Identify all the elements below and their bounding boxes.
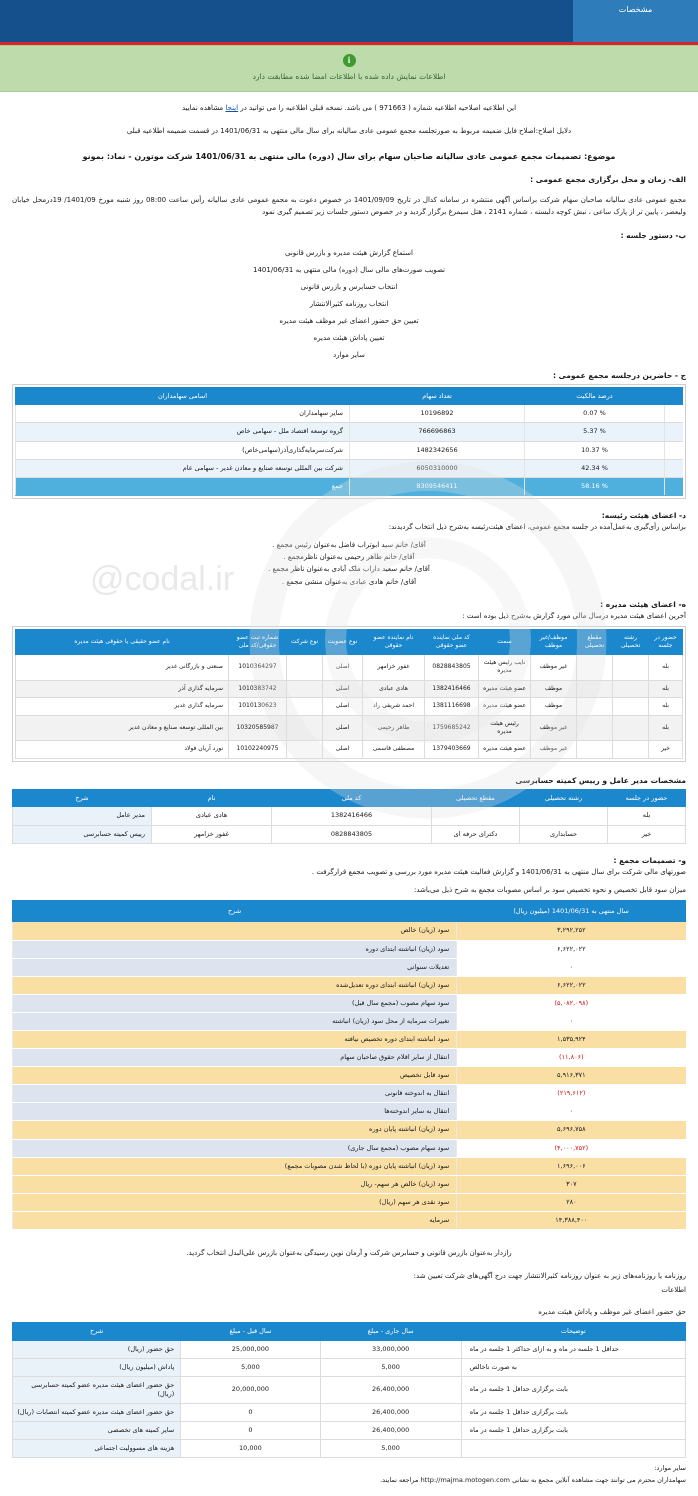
table-row	[13, 994, 686, 1012]
cell-company-type	[287, 654, 323, 680]
presiding-member: آقای/ خانم طاهر رحیمی به‌عنوان ناظرمجمع .	[283, 553, 415, 562]
table-row	[16, 459, 683, 477]
cell-amount: ۶,۶۲۲,۰۲۲	[457, 976, 686, 994]
cell-membership: اصلی	[323, 741, 363, 758]
col-blank	[665, 387, 683, 405]
cell-attendance: بله	[649, 715, 683, 741]
cell-attendance: بله	[649, 654, 683, 680]
table-row	[13, 1175, 686, 1193]
cell-description: هزینه های مسوولیت اجتماعی	[13, 1440, 181, 1458]
cell-description: سود (زیان) انباشته پایان دوره	[13, 1121, 457, 1139]
col-company-type: نوع شرکت	[287, 629, 323, 654]
table-row	[13, 1422, 686, 1440]
table-row	[13, 1067, 686, 1085]
table-row	[13, 1031, 686, 1049]
cell-employment: غیر موظف	[531, 715, 577, 741]
table-row	[13, 1440, 686, 1458]
other-matters-title: سایر موارد:	[654, 1464, 686, 1473]
cell-amount: ۱,۵۳۵,۹۲۴	[457, 1031, 686, 1049]
cell-field	[613, 680, 649, 697]
cell-field	[613, 715, 649, 741]
cell-employment: غیر موظف	[531, 654, 577, 680]
cell-degree: دکترای حرفه ای	[432, 825, 520, 843]
board-table-frame	[12, 626, 686, 762]
cell-name: شرکت‌سرمایه‌گذاری‌آذر(سهامی‌خاص)	[16, 441, 350, 459]
table-row	[13, 1139, 686, 1157]
cell-amount: (۴,۰۰۰,۷۵۲)	[457, 1139, 686, 1157]
cell-amount: ۵,۹۱۶,۳۷۱	[457, 1067, 686, 1085]
cell-company-type	[287, 715, 323, 741]
cell-rep-name: طاهر رحیمی	[363, 715, 425, 741]
cell-role: رییس کمیته حسابرسی	[13, 825, 152, 843]
col-notes: توضیحات	[461, 1322, 685, 1340]
cell-description: انتقال به سایر اندوخته‌ها	[13, 1103, 457, 1121]
other-text-before: سهامداران محترم می توانند جهت مشاهده آنلاین مجمع به نشانی	[512, 1476, 686, 1485]
col-attendance: حضور در جلسه	[649, 629, 683, 654]
cell-blank	[665, 441, 683, 459]
cell-percent: % 10.37	[525, 441, 665, 459]
cell-note: بابت برگزاری حداقل 1 جلسه در ماه	[461, 1376, 685, 1403]
cell-description: سایر کمیته های تخصصی	[13, 1422, 181, 1440]
cell-note: بابت برگزاری حداقل 1 جلسه در ماه	[461, 1404, 685, 1422]
cell-company-type	[287, 741, 323, 758]
cell-current: 26,400,000	[320, 1376, 461, 1403]
app-header	[0, 0, 698, 42]
remuneration-title: حق حضور اعضای غیر موظف و پاداش هیئت مدیره	[538, 1307, 686, 1316]
cell-name: هادی عبادی	[152, 807, 272, 825]
cell-amount: ۶,۶۲۲,۰۲۲	[457, 940, 686, 958]
cell-description: حق حضور اعضای هیئت مدیره عضو کمیته انتصابات (ریال)	[13, 1404, 181, 1422]
cell-role: مدیر عامل	[13, 807, 152, 825]
cell-description: سود سهام مصوب (مجمع سال قبل)	[13, 994, 457, 1012]
previous-announcement-link[interactable]: اینجا	[225, 104, 239, 112]
cell-degree	[577, 680, 613, 697]
cell-rep-name: هادی عبادی	[363, 680, 425, 697]
cell-description: سود سهام مصوب (مجمع سال جاری)	[13, 1139, 457, 1157]
section-e-subtitle: آخرین اعضای هیئت مدیره درسال مالی مورد گزارش به‌شرح ذیل بوده است :	[462, 611, 686, 620]
table-row	[16, 405, 683, 423]
profit-table-frame	[12, 900, 686, 1230]
cell-rep-code: 1381116698	[425, 698, 479, 715]
col-attendance: حضور در جلسه	[608, 789, 686, 807]
section-v-line2: میزان سود قابل تخصیص و نحوه تخصیص سود بر اساس مصوبات مجمع به شرح ذیل می‌باشد:	[413, 885, 686, 894]
cell-national-code: 0828843805	[272, 825, 432, 843]
cell-field	[613, 698, 649, 715]
cell-description: سرمایه	[13, 1211, 457, 1229]
cell-degree	[577, 654, 613, 680]
cell-note	[461, 1440, 685, 1458]
cell-previous: 0	[181, 1422, 320, 1440]
cell-position: نایب رئیس هیئت مدیره	[479, 654, 531, 680]
cell-description: حق حضور اعضای هیئت مدیره عضو کمیته حسابرسی (ریال)	[13, 1376, 181, 1403]
cell-attendance: خیر	[608, 825, 686, 843]
table-row	[13, 807, 686, 825]
cell-company-type	[287, 680, 323, 697]
cell-blank	[665, 423, 683, 441]
cell-employment: موظف	[531, 698, 577, 715]
col-role: شرح	[13, 789, 152, 807]
correction-notice-after: مشاهده نمایید	[181, 104, 224, 112]
col-fiscal-year-amount: سال منتهی به 1401/06/31 (میلیون ریال)	[457, 900, 686, 922]
cell-description: تغییرات سرمایه از محل سود (زیان) انباشته	[13, 1012, 457, 1030]
ceo-section-title: مشخصات مدیر عامل و رییس کمیته حسابرسی	[515, 775, 686, 785]
cell-amount: ۰	[457, 1012, 686, 1030]
cell-description: سود (زیان) انباشته ابتدای دوره	[13, 940, 457, 958]
board-of-directors-table	[15, 629, 683, 759]
cell-entity: سرمایه گذاری غدیر	[16, 698, 229, 715]
table-row	[13, 1211, 686, 1229]
cell-reg-no: 10320585987	[229, 715, 287, 741]
col-current-year-amount: سال جاری - مبلغ	[320, 1322, 461, 1340]
cell-shares: 6050310000	[350, 459, 525, 477]
section-e-title: ه- اعضای هیئت مدیره :	[600, 599, 686, 609]
section-v-title: و- تصمیمات مجمع :	[613, 855, 686, 865]
table-row	[13, 1012, 686, 1030]
correction-notice-before: این اطلاعیه اصلاحیه اطلاعیه شماره ( 971663 ) می باشد. نسخه قبلی اطلاعیه را می توانید در	[240, 104, 517, 112]
cell-attendance: بله	[608, 807, 686, 825]
cell-employment: غیر موظف	[531, 741, 577, 758]
col-membership-type: نوع عضویت	[323, 629, 363, 654]
col-employment: موظف/غیر موظف	[531, 629, 577, 654]
cell-amount: ۱۴,۳۸۸,۴۰۰	[457, 1211, 686, 1229]
section-a-body: مجمع عمومی عادی سالیانه صاحبان سهام شرکت براساس آگهی منتشره در سامانه کدال در تاریخ 1401/09/09 در خصوص دعوت به مجمع عمومی عادی سالیانه رأس ساعت 08:00 روز شنبه مورخ 1401/09/ 19درمحل خیابان ولیعصر ، پایین تر از پارک ساعی ، نبش کوچه دلبسته ، شماره 2141 ، هتل سیمرغ برگزار گردید و در خصوص دستور جلسات زیر تصمیم گیری نمود	[12, 195, 686, 216]
cell-note: بابت برگزاری حداقل 1 جلسه در ماه	[461, 1422, 685, 1440]
cell-amount: ۱,۶۹۶,۰۰۶	[457, 1157, 686, 1175]
table-row	[13, 1376, 686, 1403]
cell-name: شرکت بین المللی توسعه صنایع و معادن غدیر - سهامی عام	[16, 459, 350, 477]
cell-rep-name: مصطفی قاسمی	[363, 741, 425, 758]
table-row	[13, 825, 686, 843]
agenda-item: تعیین پاداش هیئت مدیره	[313, 333, 385, 342]
cell-current: 26,400,000	[320, 1404, 461, 1422]
cell-employment: موظف	[531, 680, 577, 697]
shareholders-table-frame	[12, 384, 686, 499]
cell-amount: ۳۰۷	[457, 1175, 686, 1193]
cell-entity: نورد آریان فولاد	[16, 741, 229, 758]
table-row	[16, 654, 683, 680]
table-header-row	[13, 789, 686, 807]
table-row	[13, 1157, 686, 1175]
remuneration-table-frame	[12, 1322, 686, 1458]
cell-total-shares: 8309546411	[350, 477, 525, 495]
subject-text: تصمیمات مجمع عمومی عادی سالیانه صاحبان سهام برای سال (دوره) مالی منتهی به 1401/06/31 شرکت موتورن - نماد: بمونو	[82, 151, 582, 161]
col-shareholder-name: اسامی سهامداران	[16, 387, 350, 405]
cell-description: تعدیلات سنواتی	[13, 958, 457, 976]
cell-entity: صنعتی و بازرگانی غدیر	[16, 654, 229, 680]
cell-description: پاداش (میلیون ریال)	[13, 1358, 181, 1376]
table-total-row	[16, 477, 683, 495]
agenda-item: تعیین حق حضور اعضای غیر موظف هیئت مدیره	[279, 316, 419, 325]
cell-amount: ۲۸۰	[457, 1193, 686, 1211]
cell-degree	[577, 741, 613, 758]
cell-membership: اصلی	[323, 680, 363, 697]
cell-current: 26,400,000	[320, 1422, 461, 1440]
cell-amount: (۱۱,۸۰۶)	[457, 1049, 686, 1067]
cell-rep-code: 0828843805	[425, 654, 479, 680]
cell-rep-name: احمد شریفی راد	[363, 698, 425, 715]
cell-attendance: بله	[649, 680, 683, 697]
profit-allocation-table	[12, 900, 686, 1230]
table-row	[16, 441, 683, 459]
table-row	[16, 715, 683, 741]
table-row	[13, 1358, 686, 1376]
cell-amount: (۲۱۹,۶۱۲)	[457, 1085, 686, 1103]
ceo-audit-table	[12, 789, 686, 844]
cell-membership: اصلی	[323, 698, 363, 715]
col-degree: مقطع تحصیلی	[432, 789, 520, 807]
cell-amount: ۳,۲۹۲,۲۵۲	[457, 922, 686, 940]
cell-shares: 1482342656	[350, 441, 525, 459]
table-row	[13, 1193, 686, 1211]
other-text-after: مراجعه نمایند.	[380, 1476, 419, 1485]
online-meeting-url[interactable]: http://majma.motogen.com	[420, 1476, 511, 1485]
table-row	[16, 698, 683, 715]
table-row	[13, 1340, 686, 1358]
cell-blank	[665, 477, 683, 495]
cell-attendance: بله	[649, 698, 683, 715]
agenda-item: سایر موارد	[333, 350, 365, 359]
agenda-item: تصویب صورت‌های مالی سال (دوره) مالی منتهی به 1401/06/31	[253, 265, 445, 274]
col-description: شرح	[13, 1322, 181, 1340]
cell-field	[613, 741, 649, 758]
cell-entity: سرمایه گذاری آذر	[16, 680, 229, 697]
cell-description: سود (زیان) خالص	[13, 922, 457, 940]
table-row	[13, 958, 686, 976]
cell-position: رئیس هیئت مدیره	[479, 715, 531, 741]
cell-reg-no: 1010364297	[229, 654, 287, 680]
cell-membership: اصلی	[323, 715, 363, 741]
cell-blank	[665, 405, 683, 423]
cell-amount: ۰	[457, 1103, 686, 1121]
cell-description: سود (زیان) انباشته ابتدای دوره تعدیل‌شده	[13, 976, 457, 994]
col-name: نام	[152, 789, 272, 807]
cell-description: سود انباشته ابتدای دوره تخصیص نیافته	[13, 1031, 457, 1049]
info-icon: i	[343, 54, 356, 67]
agenda-item: انتخاب روزنامه کثیرالانتشار	[309, 299, 389, 308]
table-row	[16, 741, 683, 758]
cell-previous: 0	[181, 1404, 320, 1422]
verification-notice	[0, 45, 698, 92]
col-rep-name: نام نماینده عضو حقوقی	[363, 629, 425, 654]
subject-label: موضوع:	[583, 151, 616, 161]
cell-membership: اصلی	[323, 654, 363, 680]
cell-position: عضو هیئت مدیره	[479, 741, 531, 758]
table-header-row	[13, 900, 686, 922]
cell-blank	[665, 459, 683, 477]
ceo-table-frame	[12, 789, 686, 844]
col-position: سمت	[479, 629, 531, 654]
table-row	[13, 922, 686, 940]
table-row	[16, 680, 683, 697]
cell-previous: 10,000	[181, 1440, 320, 1458]
col-previous-year-amount: سال قبل - مبلغ	[181, 1322, 320, 1340]
cell-degree	[432, 807, 520, 825]
cell-previous: 5,000	[181, 1358, 320, 1376]
cell-degree	[577, 715, 613, 741]
presiding-members	[12, 539, 686, 588]
cell-description: سود نقدی هر سهم (ریال)	[13, 1193, 457, 1211]
cell-name: سایر سهامداران	[16, 405, 350, 423]
cell-percent: % 5.37	[525, 423, 665, 441]
cell-rep-code: 1379403669	[425, 741, 479, 758]
remuneration-table	[12, 1322, 686, 1458]
presiding-member: آقای/ خانم سید ابوتراب فاضل به‌عنوان رئیس مجمع .	[272, 540, 426, 549]
col-description: شرح	[13, 900, 457, 922]
shareholders-table	[15, 387, 683, 496]
cell-description: سود (زیان) خالص هر سهم- ریال	[13, 1175, 457, 1193]
table-row	[13, 1121, 686, 1139]
auditor-paragraph: رازدار به‌عنوان بازرس قانونی و حسابرس شرکت و آرمان نوین رسیدگی به‌عنوان بازرس علی‌البدل انتخاب گردید.	[186, 1249, 512, 1258]
agenda-item: استماع گزارش هیئت مدیره و بازرس قانونی	[285, 248, 413, 257]
correction-notice	[12, 103, 686, 115]
watermark-text: @codal.ir	[90, 560, 235, 598]
cell-previous: 25,000,000	[181, 1340, 320, 1358]
cell-name: گروه توسعه اقتصاد ملل - سهامی خاص	[16, 423, 350, 441]
cell-field	[520, 807, 608, 825]
cell-description: انتقال از سایر اقلام حقوق صاحبان سهام	[13, 1049, 457, 1067]
tab-specifications[interactable]	[573, 0, 698, 42]
cell-reg-no: 10102240975	[229, 741, 287, 758]
cell-total-percent: % 58.16	[525, 477, 665, 495]
table-header-row	[13, 1322, 686, 1340]
cell-current: 5,000	[320, 1358, 461, 1376]
cell-reg-no: 1010383742	[229, 680, 287, 697]
cell-current: 5,000	[320, 1440, 461, 1458]
cell-shares: 10196892	[350, 405, 525, 423]
cell-percent: % 0.07	[525, 405, 665, 423]
cell-description: سود (زیان) انباشته پایان دوره (با لحاظ شدن مصوبات مجمع)	[13, 1157, 457, 1175]
section-b-title: ب- دستور جلسه :	[620, 230, 686, 240]
cell-field: حسابداری	[520, 825, 608, 843]
col-field-of-study: رشته تحصیلی	[520, 789, 608, 807]
table-header-row	[16, 629, 683, 654]
col-share-count: تعداد سهام	[350, 387, 525, 405]
cell-name: غفور خزامهر	[152, 825, 272, 843]
newspaper-paragraph: روزنامه یا روزنامه‌های زیر به عنوان روزنامه کثیرالانتشار جهت درج آگهی‌های شرکت تعیین شد:	[413, 1271, 686, 1280]
col-national-code: کد ملی	[272, 789, 432, 807]
cell-national-code: 1382416466	[272, 807, 432, 825]
newspaper-name: اطلاعات	[661, 1285, 686, 1294]
page-title	[12, 152, 686, 161]
cell-current: 33,000,000	[320, 1340, 461, 1358]
table-header-row	[16, 387, 683, 405]
cell-amount: ۵,۶۹۶,۷۵۸	[457, 1121, 686, 1139]
cell-note: به صورت ناخالص	[461, 1358, 685, 1376]
cell-attendance: خیر	[649, 741, 683, 758]
section-v-line1: صورتهای مالی شرکت برای سال منتهی به 1401/06/31 و گزارش فعالیت هیئت مدیره مورد بررسی و تصویب مجمع قرارگرفت .	[311, 867, 686, 876]
table-row	[13, 1103, 686, 1121]
col-degree: مقطع تحصیلی	[577, 629, 613, 654]
cell-amount: (۵,۰۸۲,۰۹۸)	[457, 994, 686, 1012]
cell-entity: بین المللی توسعه صنایع و معادن غدیر	[16, 715, 229, 741]
col-rep-national-code: کد ملی نماینده عضو حقوقی	[425, 629, 479, 654]
section-d-subtitle: براساس رأی‌گیری به‌عمل‌آمده در جلسه مجمع عمومی، اعضای هیئت‌رئیسه به‌شرح ذیل انتخاب گردیدند:	[388, 522, 686, 531]
cell-shares: 766696863	[350, 423, 525, 441]
cell-description: انتقال به اندوخته قانونی	[13, 1085, 457, 1103]
cell-description: حق حضور (ریال)	[13, 1340, 181, 1358]
table-row	[13, 940, 686, 958]
tab-specifications-label: مشخصات	[618, 5, 653, 14]
cell-field	[613, 654, 649, 680]
cell-position: عضو هیئت مدیره	[479, 680, 531, 697]
table-row	[13, 1404, 686, 1422]
section-a-title: الف- زمان و محل برگزاری مجمع عمومی :	[530, 174, 686, 184]
col-ownership-percent: درصد مالکیت	[525, 387, 665, 405]
cell-rep-code: 1759685242	[425, 715, 479, 741]
cell-position: عضو هیئت مدیره	[479, 698, 531, 715]
cell-degree	[577, 698, 613, 715]
cell-note: حداقل 1 جلسه در ماه و به ازای حداکثر 1 جلسه در ماه	[461, 1340, 685, 1358]
cell-rep-name: غفور خزامهر	[363, 654, 425, 680]
cell-previous: 20,000,000	[181, 1376, 320, 1403]
col-registration-number: شماره ثبت عضو حقوقی/کد ملی	[229, 629, 287, 654]
cell-percent: % 42.34	[525, 459, 665, 477]
section-c-title: ج - حاضرین درجلسه مجمع عمومی :	[553, 370, 686, 380]
cell-company-type	[287, 698, 323, 715]
cell-reg-no: 1010130623	[229, 698, 287, 715]
verification-notice-text: اطلاعات نمایش داده شده با اطلاعات امضا شده مطابقت دارد	[252, 72, 446, 81]
cell-total-label: جمع	[16, 477, 350, 495]
table-row	[13, 1049, 686, 1067]
cell-description: سود قابل تخصیص	[13, 1067, 457, 1085]
correction-reason: دلایل اصلاح:اصلاح فایل ضمیمه مربوط به صورتجلسه مجمع عمومی عادی سالیانه برای سال مالی منتهی به 1401/06/31 در قسمت ضمیمه اطلاعیه قبلی	[126, 126, 572, 135]
presiding-member: آقای/ خانم سعید داراب ملک آبادی به‌عنوان ناظر مجمع .	[268, 565, 430, 574]
cell-amount: ۰	[457, 958, 686, 976]
col-member-entity-name: نام عضو حقیقی یا حقوقی هیئت مدیره	[16, 629, 229, 654]
presiding-member: آقای/ خانم هادی عبادی به‌عنوان منشی مجمع .	[281, 577, 417, 586]
table-row	[13, 1085, 686, 1103]
table-row	[16, 423, 683, 441]
agenda-item: انتخاب حسابرس و بازرس قانونی	[300, 282, 398, 291]
table-row	[13, 976, 686, 994]
col-field-of-study: رشته تحصیلی	[613, 629, 649, 654]
section-d-title: د- اعضای هیئت رئیسه:	[601, 510, 686, 520]
cell-rep-code: 1382416466	[425, 680, 479, 697]
other-matters-text	[12, 1475, 686, 1496]
